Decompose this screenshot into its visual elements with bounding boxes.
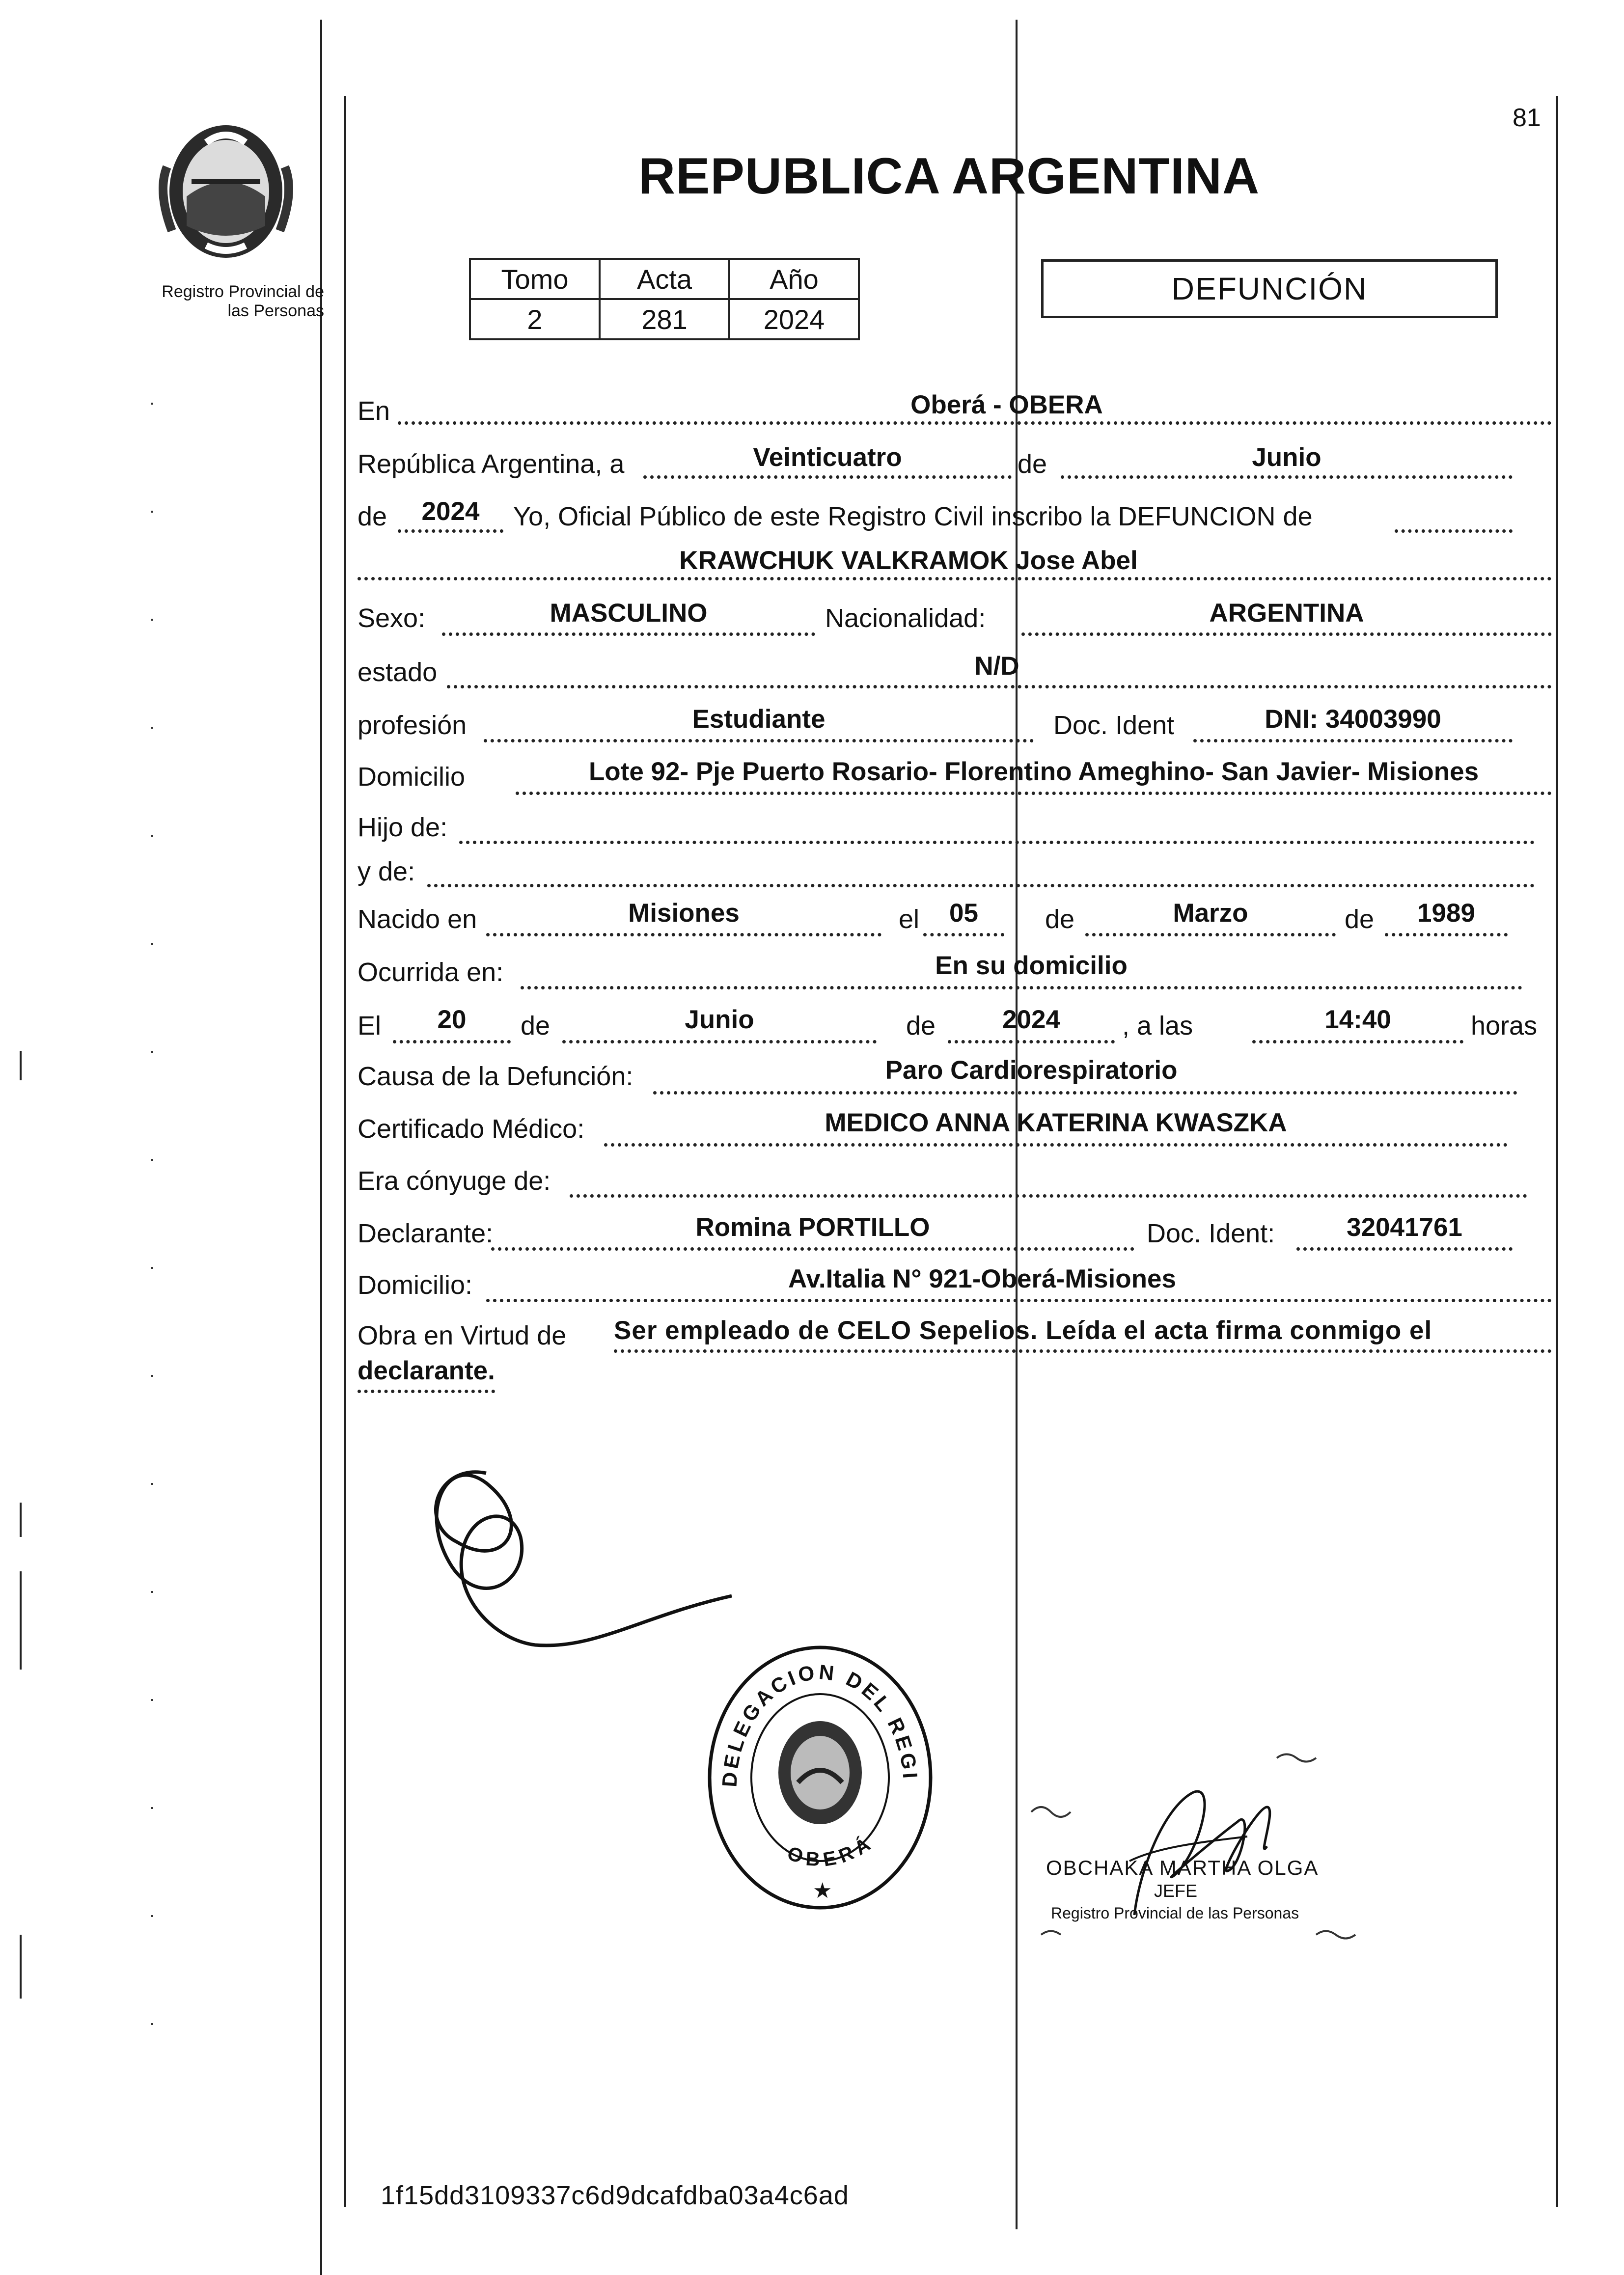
declarante-domicilio-value: Av.Italia N° 921-Oberá-Misiones [788, 1264, 1176, 1293]
death-month-line [562, 1040, 877, 1043]
obra-label: Obra en Virtud de [358, 1321, 567, 1350]
declarante-value: Romina PORTILLO [695, 1213, 930, 1242]
de-label: de [1045, 905, 1075, 934]
place-line [398, 421, 1552, 425]
oficial-text: Yo, Oficial Público de este Registro Civil inscribo la DEFUNCION de [513, 502, 1313, 531]
acta-header: Acta [600, 259, 729, 299]
nacido-value: Misiones [628, 899, 740, 928]
nacionalidad-value: ARGENTINA [1209, 599, 1364, 628]
birth-month-value: Marzo [1173, 899, 1248, 928]
conyuge-label: Era cónyuge de: [358, 1166, 551, 1196]
svg-text:★: ★ [813, 1879, 832, 1903]
obra-text-continued: declarante. [358, 1356, 495, 1385]
certificado-line [604, 1143, 1508, 1147]
domicilio-label: Domicilio [358, 762, 466, 792]
de-label: de [521, 1011, 551, 1041]
round-seal-top-text: DELEGACION DEL REGI [717, 1660, 922, 1788]
doc-ident-label: Doc. Ident [1053, 711, 1175, 740]
official-stamp [1012, 1748, 1395, 1945]
domicilio-value: Lote 92- Pje Puerto Rosario- Florentino Ameghino- San Javier- Misiones [588, 757, 1479, 786]
tomo-value: 2 [470, 299, 600, 339]
declarante-domicilio-line [486, 1299, 1552, 1302]
form-right-border [1556, 96, 1558, 2207]
official-registry: Registro Provincial de las Personas [1051, 1904, 1299, 1922]
domicilio-label: Domicilio: [358, 1270, 473, 1300]
declarante-doc-value: 32041761 [1347, 1213, 1462, 1242]
death-time-line [1252, 1040, 1463, 1043]
republica-label: República Argentina, a [358, 449, 625, 479]
document-type-box: DEFUNCIÓN [1041, 259, 1498, 318]
ocurrida-value: En su domicilio [935, 951, 1128, 980]
month-line [1061, 475, 1513, 479]
oficial-line [1395, 529, 1513, 533]
official-name: OBCHAKA MARTHA OLGA [1046, 1856, 1319, 1879]
punch-mark [20, 1051, 22, 1080]
margin-marks [147, 403, 157, 2170]
death-day-line [393, 1040, 511, 1043]
sexo-line [442, 632, 815, 636]
declarante-label: Declarante: [358, 1219, 494, 1248]
birth-day-line [923, 933, 1004, 936]
birth-year-line [1385, 933, 1508, 936]
certificado-label: Certificado Médico: [358, 1114, 585, 1144]
year-value: 2024 [421, 497, 480, 526]
document-hash: 1f15dd3109337c6d9dcafdba03a4c6ad [381, 2181, 849, 2210]
de-label: de [906, 1011, 936, 1041]
birth-year-value: 1989 [1417, 899, 1475, 928]
a-las-label: , a las [1122, 1011, 1193, 1041]
horas-label: horas [1471, 1011, 1538, 1041]
nacionalidad-line [1021, 632, 1552, 636]
de-label: de [1345, 905, 1375, 934]
svg-text:OBERÁ [785, 1831, 879, 1871]
death-month-value: Junio [685, 1005, 754, 1034]
estado-line [447, 685, 1552, 688]
de-label: de [358, 502, 387, 531]
acta-value: 281 [600, 299, 729, 339]
y-de-line [427, 884, 1535, 887]
nacido-label: Nacido en [358, 905, 477, 934]
estado-label: estado [358, 658, 438, 687]
nacido-line [486, 933, 881, 936]
province-seal [157, 108, 295, 265]
place-value: Oberá - OBERA [910, 390, 1103, 419]
conyuge-line [570, 1194, 1527, 1198]
month-value: Junio [1252, 443, 1321, 472]
year-line [398, 529, 503, 533]
obra-line [614, 1349, 1552, 1353]
sexo-label: Sexo: [358, 603, 426, 633]
nacionalidad-label: Nacionalidad: [825, 603, 986, 633]
doc-ident-value: DNI: 34003990 [1265, 705, 1441, 734]
tomo-header: Tomo [470, 259, 600, 299]
doc-ident-label: Doc. Ident: [1147, 1219, 1275, 1248]
sexo-value: MASCULINO [550, 599, 708, 628]
obra-text: Ser empleado de CELO Sepelios. Leída el acta firma conmigo el [614, 1316, 1432, 1345]
left-margin-line [320, 20, 322, 2275]
delegation-round-seal [702, 1640, 938, 1915]
profesion-value: Estudiante [692, 705, 826, 734]
death-time-value: 14:40 [1324, 1005, 1391, 1034]
birth-day-value: 05 [949, 899, 978, 928]
domicilio-line [516, 792, 1552, 795]
anio-value: 2024 [729, 299, 859, 339]
declarante-doc-line [1296, 1247, 1513, 1251]
causa-line [653, 1091, 1517, 1095]
punch-mark [20, 1935, 22, 1999]
certificado-value: MEDICO ANNA KATERINA KWASZKA [825, 1108, 1287, 1137]
obra-line-2 [358, 1390, 495, 1393]
profesion-label: profesión [358, 711, 467, 740]
punch-mark [20, 1571, 22, 1670]
anio-header: Año [729, 259, 859, 299]
estado-value: N/D [974, 652, 1019, 681]
birth-month-line [1085, 933, 1336, 936]
en-label: En [358, 396, 390, 426]
death-year-line [948, 1040, 1115, 1043]
day-words-line [643, 475, 1012, 479]
round-seal-bottom-text: OBERÁ [784, 1831, 879, 1871]
page-number: 81 [1513, 104, 1541, 132]
declarante-line [491, 1247, 1134, 1251]
deceased-name: KRAWCHUK VALKRAMOK Jose Abel [679, 546, 1138, 575]
registry-label: Registro Provincial de las Personas [162, 282, 324, 321]
causa-value: Paro Cardiorespiratorio [885, 1056, 1178, 1085]
day-words-value: Veinticuatro [753, 443, 902, 472]
hijo-label: Hijo de: [358, 813, 448, 842]
official-title: JEFE [1154, 1881, 1198, 1901]
el-label: El [358, 1011, 382, 1041]
hijo-line [459, 841, 1535, 844]
el-label: el [899, 905, 920, 934]
death-year-value: 2024 [1002, 1005, 1060, 1034]
profesion-line [484, 739, 1034, 742]
causa-label: Causa de la Defunción: [358, 1062, 633, 1091]
tomo-acta-table [469, 258, 860, 340]
ocurrida-line [521, 986, 1522, 989]
de-label: de [1018, 449, 1047, 479]
punch-mark [20, 1503, 22, 1537]
page-title: REPUBLICA ARGENTINA [638, 148, 1260, 205]
death-day-value: 20 [437, 1005, 467, 1034]
y-de-label: y de: [358, 857, 415, 886]
ocurrida-label: Ocurrida en: [358, 958, 504, 987]
form-left-border [344, 96, 346, 2207]
doc-ident-line [1193, 739, 1513, 742]
deceased-line [358, 577, 1552, 580]
